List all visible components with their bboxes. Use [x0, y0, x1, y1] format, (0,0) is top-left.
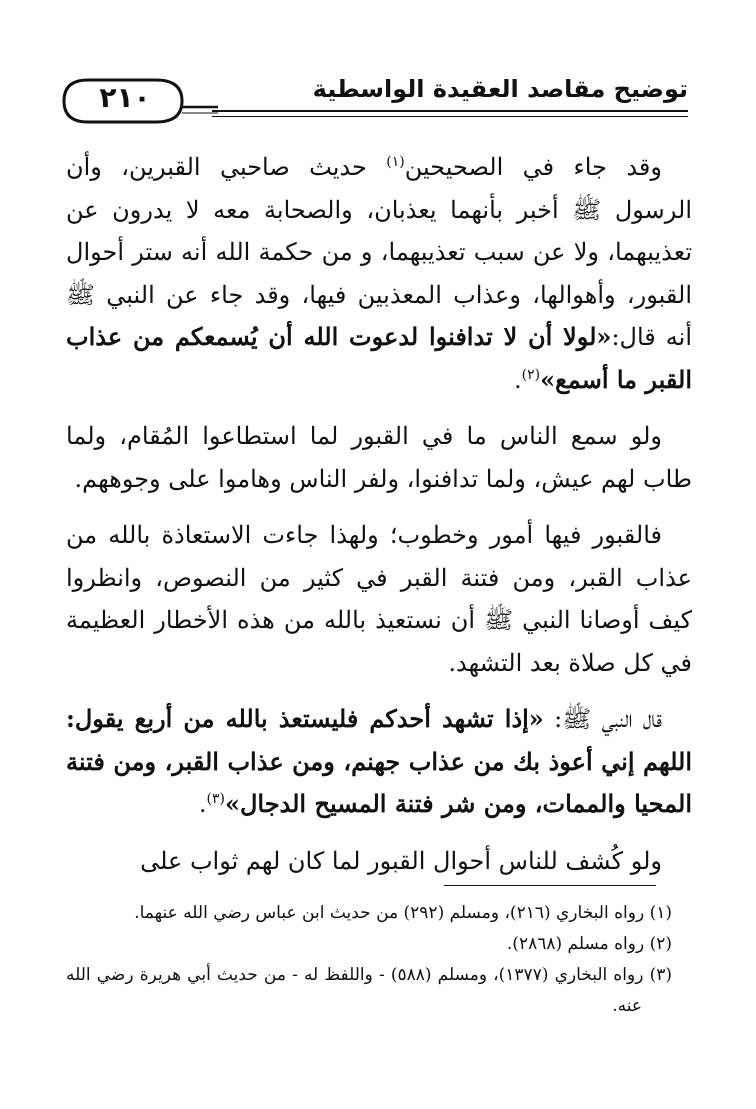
p4-end: .	[198, 790, 207, 818]
p1-text-a: وقد جاء في الصحيحين	[404, 153, 662, 181]
footnote-2	[66, 929, 672, 960]
main-text	[66, 146, 692, 882]
hadith-quote-1: «لولا أن لا تدافنوا لدعوت الله أن يُسمعكم من عذاب القبر ما أسمع»	[66, 322, 692, 394]
footnote-text: رواه البخاري (٢١٦)، ومسلم (٢٩٢) من حديث ابن عباس رضي الله عنهما.	[134, 903, 645, 923]
footnote-ref-3[interactable]: (٣)	[206, 791, 225, 807]
header-rule	[212, 110, 688, 112]
footnote-ref-2[interactable]: (٢)	[521, 366, 541, 383]
paragraph-3: فالقبور فيها أمور وخطوب؛ ولهذا جاءت الاستعاذة بالله من عذاب القبر، ومن فتنة القبر في كثير من النصوص، وانظروا كيف أوصانا النبي ﷺ أن نستعيذ بالله من هذه الأخطار العظيمة في كل صلاة بعد التشهد.	[66, 521, 692, 677]
footnote-number: (٣)	[649, 965, 673, 985]
header-rule-thin	[212, 116, 688, 117]
paragraph-4	[66, 698, 692, 826]
footnote-number: (١)	[649, 903, 672, 923]
paragraph-1	[66, 146, 692, 401]
p1-end: .	[513, 365, 522, 394]
footnote-separator	[444, 885, 656, 886]
paragraph-2: ولو سمع الناس ما في القبور لما استطاعوا المُقام، ولما طاب لهم عيش، ولما تدافنوا، ولفر الناس وهاموا على وجوههم.	[66, 422, 692, 493]
footnote-number: (٢)	[649, 934, 672, 954]
page-number: ٢١٠	[99, 81, 151, 114]
book-title: توضيح مقاصد العقيدة الواسطية	[312, 75, 688, 103]
footnote-text: رواه البخاري (١٣٧٧)، ومسلم (٥٨٨) - واللفظ له - من حديث أبي هريرة رضي الله عنه.	[66, 965, 644, 1016]
page-header	[60, 72, 688, 136]
p4-text-a: قال النبي ﷺ:	[543, 705, 663, 733]
footnote-3	[66, 960, 672, 1022]
footnote-1	[66, 898, 672, 929]
footnote-ref-1[interactable]: (١)	[386, 154, 405, 170]
paragraph-5: ولو كُشف للناس أحوال القبور لما كان لهم ثواب على	[140, 846, 662, 875]
hadith-quote-2: «إذا تشهد أحدكم فليستعذ بالله من أربع يقول: اللهم إني أعوذ بك من عذاب جهنم، ومن عذاب القبر، ومن فتنة المحيا والممات، ومن شر فتنة المسيح الدجال»	[66, 704, 692, 818]
footnotes	[66, 898, 672, 1022]
p1-text-b: حديث صاحبي القبرين، وأن الرسول ﷺ أخبر بأنهما يعذبان، والصحابة معه لا يدرون عن تعذيبهما، ولا عن سبب تعذيبهما، و من حكمة الله أنه ستر أحوال القبور، وأهوالها، وعذاب المعذبين فيها، وقد جاء عن النبي ﷺ أنه قال:	[66, 153, 693, 351]
footnote-text: رواه مسلم (٢٨٦٨).	[506, 934, 645, 954]
